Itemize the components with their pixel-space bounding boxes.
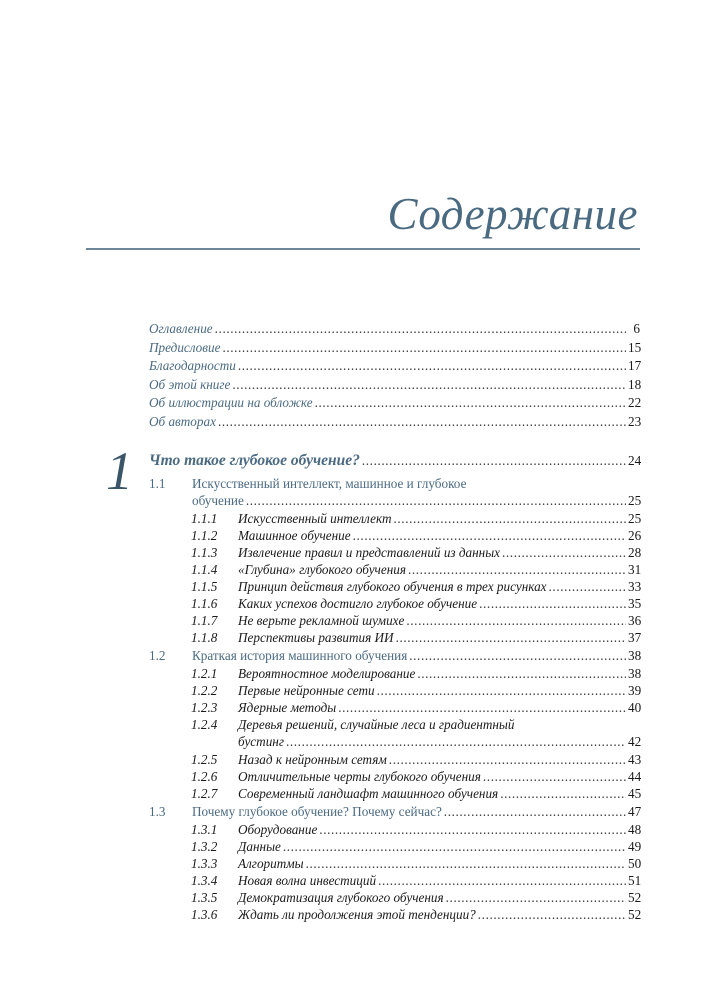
toc-entry-subsection[interactable]	[191, 855, 642, 872]
toc-page: 40	[628, 700, 642, 715]
toc-label-line1: Деревья решений, случайные леса и градиентный	[238, 717, 515, 732]
toc-entry-subsection[interactable]	[191, 595, 642, 612]
toc-entry-front[interactable]	[149, 357, 640, 374]
toc-page: 35	[628, 596, 642, 611]
toc-entry-section[interactable]	[149, 803, 642, 820]
subsection-number: 1.2.7	[191, 786, 218, 801]
toc-page: 26	[628, 528, 642, 543]
subsection-number: 1.1.6	[191, 596, 218, 611]
title-rule	[86, 248, 640, 250]
toc-label: Машинное обучение	[238, 528, 351, 543]
subsection-number: 1.1.2	[191, 528, 218, 543]
toc-entry-subsection[interactable]	[191, 682, 642, 699]
toc-label-line1: Искусственный интеллект, машинное и глубокое	[192, 476, 467, 491]
toc-entry-section[interactable]	[149, 475, 642, 509]
toc-label: Об авторах	[149, 414, 216, 429]
toc-entry-front[interactable]	[149, 320, 640, 337]
toc-entry-section[interactable]	[149, 647, 642, 664]
toc-entry-subsection[interactable]	[191, 527, 642, 544]
toc-page: 15	[628, 340, 642, 355]
dot-leader	[338, 699, 626, 716]
dot-leader	[478, 906, 626, 923]
subsection-number: 1.2.6	[191, 769, 218, 784]
toc-label: Извлечение правил и представлений из данных	[238, 545, 500, 560]
dot-leader	[222, 339, 626, 356]
toc-page: 44	[628, 769, 642, 784]
chapter-number: 1	[106, 441, 133, 501]
dot-leader	[215, 320, 626, 337]
toc-label: Ждать ли продолжения этой тенденции?	[238, 907, 476, 922]
section-number: 1.3	[149, 804, 166, 819]
toc-label: Данные	[238, 839, 281, 854]
subsection-number: 1.2.4	[191, 717, 218, 732]
toc-page: 22	[628, 395, 642, 410]
toc-label: Каких успехов достигло глубокое обучение	[238, 596, 478, 611]
toc-page: 25	[628, 511, 642, 526]
dot-leader	[286, 733, 626, 750]
toc-label: Отличительные черты глубокого обучения	[238, 769, 481, 784]
toc-label: Новая волна инвестиций	[238, 873, 377, 888]
toc-page: 49	[628, 839, 642, 854]
toc-page: 6	[633, 321, 640, 336]
dot-leader	[417, 665, 626, 682]
toc-page: 47	[628, 804, 642, 819]
dot-leader	[483, 768, 626, 785]
toc-label: Первые нейронные сети	[238, 683, 375, 698]
toc-entry-subsection[interactable]	[191, 629, 642, 646]
section-number: 1.1	[149, 476, 166, 491]
subsection-number: 1.1.7	[191, 613, 218, 628]
toc-label: Почему глубокое обучение? Почему сейчас?	[192, 804, 442, 819]
toc-label: Принцип действия глубокого обучения в трех рисунках	[238, 579, 547, 594]
toc-label-line2: обучение	[192, 493, 244, 508]
toc-entry-subsection[interactable]	[191, 544, 642, 561]
dot-leader	[246, 492, 626, 509]
dot-leader	[394, 510, 627, 527]
toc-label: Современный ландшафт машинного обучения	[238, 786, 499, 801]
dot-leader	[389, 751, 626, 768]
toc-label: Об иллюстрации на обложке	[149, 395, 313, 410]
dot-leader	[479, 595, 626, 612]
dot-leader	[500, 785, 626, 802]
toc-entry-front[interactable]	[149, 376, 640, 393]
toc-label: Ядерные методы	[238, 700, 337, 715]
toc-entry-front[interactable]	[149, 394, 640, 411]
subsection-number: 1.3.1	[191, 822, 218, 837]
subsection-number: 1.2.2	[191, 683, 218, 698]
toc-page: 38	[628, 648, 642, 663]
dot-leader	[502, 544, 626, 561]
dot-leader	[319, 821, 626, 838]
section-number: 1.2	[149, 648, 166, 663]
dot-leader	[446, 889, 626, 906]
toc-label: Предисловие	[149, 340, 221, 355]
subsection-number: 1.3.3	[191, 856, 218, 871]
toc-page: 18	[628, 377, 642, 392]
chapter-title: Что такое глубокое обучение?	[149, 452, 360, 469]
subsection-number: 1.3.6	[191, 907, 218, 922]
toc-page: 52	[628, 907, 642, 922]
subsection-number: 1.3.2	[191, 839, 218, 854]
toc-entry-subsection[interactable]	[191, 906, 642, 923]
dot-leader	[378, 872, 626, 889]
toc-page: 38	[628, 666, 642, 681]
toc-entry-subsection[interactable]	[191, 561, 642, 578]
toc-label: Оборудование	[238, 822, 318, 837]
toc-entry-subsection[interactable]	[191, 665, 642, 682]
toc-entry-subsection[interactable]	[191, 578, 642, 595]
subsection-number: 1.3.5	[191, 890, 218, 905]
toc-label: Благодарности	[149, 358, 236, 373]
toc-entry-subsection[interactable]	[191, 872, 642, 889]
toc-entry-subsection[interactable]	[191, 821, 642, 838]
subsection-number: 1.1.3	[191, 545, 218, 560]
toc-entry-subsection[interactable]	[191, 785, 642, 802]
toc-label: Алгоритмы	[238, 856, 304, 871]
toc-label: Краткая история машинного обучения	[192, 648, 408, 663]
toc-entry-subsection[interactable]	[191, 751, 642, 768]
dot-leader	[283, 838, 626, 855]
toc-entry-subsection[interactable]	[191, 510, 642, 527]
toc-label: Демократизация глубокого обучения	[238, 890, 444, 905]
toc-entry-chapter[interactable]	[149, 452, 640, 469]
toc-label: Искусственный интеллект	[238, 511, 392, 526]
subsection-number: 1.2.3	[191, 700, 218, 715]
subsection-number: 1.1.1	[191, 511, 218, 526]
dot-leader	[218, 413, 626, 430]
dot-leader	[238, 357, 626, 374]
subsection-number: 1.1.5	[191, 579, 218, 594]
toc-page: 36	[628, 613, 642, 628]
toc-page: 45	[628, 786, 642, 801]
toc-entry-front[interactable]	[149, 339, 640, 356]
toc-label: Вероятностное моделирование	[238, 666, 416, 681]
dot-leader	[353, 527, 626, 544]
dot-leader	[232, 376, 626, 393]
dot-leader	[406, 612, 626, 629]
toc-page: 28	[628, 545, 642, 560]
toc-entry-front[interactable]	[149, 413, 640, 430]
subsection-number: 1.1.8	[191, 630, 218, 645]
toc-page: 23	[628, 414, 642, 429]
toc-label: Перспективы развития ИИ	[238, 630, 394, 645]
toc-label: Не верьте рекламной шумихе	[238, 613, 405, 628]
toc-page: 51	[628, 873, 642, 888]
page-title: Содержание	[387, 189, 638, 239]
subsection-number: 1.1.4	[191, 562, 218, 577]
toc-entry-subsection[interactable]	[191, 699, 642, 716]
toc-page: 24	[628, 453, 642, 468]
toc-page: 43	[628, 752, 642, 767]
toc-label: Об этой книге	[149, 377, 231, 392]
toc-page: 50	[628, 856, 642, 871]
dot-leader	[377, 682, 626, 699]
dot-leader	[408, 561, 626, 578]
toc-entry-subsection[interactable]	[191, 612, 642, 629]
dot-leader	[409, 647, 626, 664]
toc-page: 33	[628, 579, 642, 594]
toc-label: Оглавление	[149, 321, 213, 336]
toc-page: 31	[628, 562, 642, 577]
subsection-number: 1.2.5	[191, 752, 218, 767]
dot-leader	[362, 452, 626, 469]
toc-page: 52	[628, 890, 642, 905]
toc-page: 37	[628, 630, 642, 645]
dot-leader	[396, 629, 626, 646]
dot-leader	[306, 855, 626, 872]
toc-page: 48	[628, 822, 642, 837]
toc-entry-subsection[interactable]	[191, 768, 642, 785]
toc-entry-subsection[interactable]	[191, 889, 642, 906]
toc-entry-subsection[interactable]	[191, 716, 642, 750]
toc-label-line2: бустинг	[238, 734, 284, 749]
dot-leader	[549, 578, 626, 595]
toc-page: 39	[628, 683, 642, 698]
dot-leader	[315, 394, 626, 411]
toc-label: Назад к нейронным сетям	[238, 752, 387, 767]
subsection-number: 1.3.4	[191, 873, 218, 888]
dot-leader	[444, 803, 626, 820]
subsection-number: 1.2.1	[191, 666, 218, 681]
toc-label: «Глубина» глубокого обучения	[238, 562, 406, 577]
toc-entry-subsection[interactable]	[191, 838, 642, 855]
toc-page: 25	[628, 493, 642, 508]
toc-page: 42	[628, 734, 642, 749]
toc-page: 17	[628, 358, 642, 373]
